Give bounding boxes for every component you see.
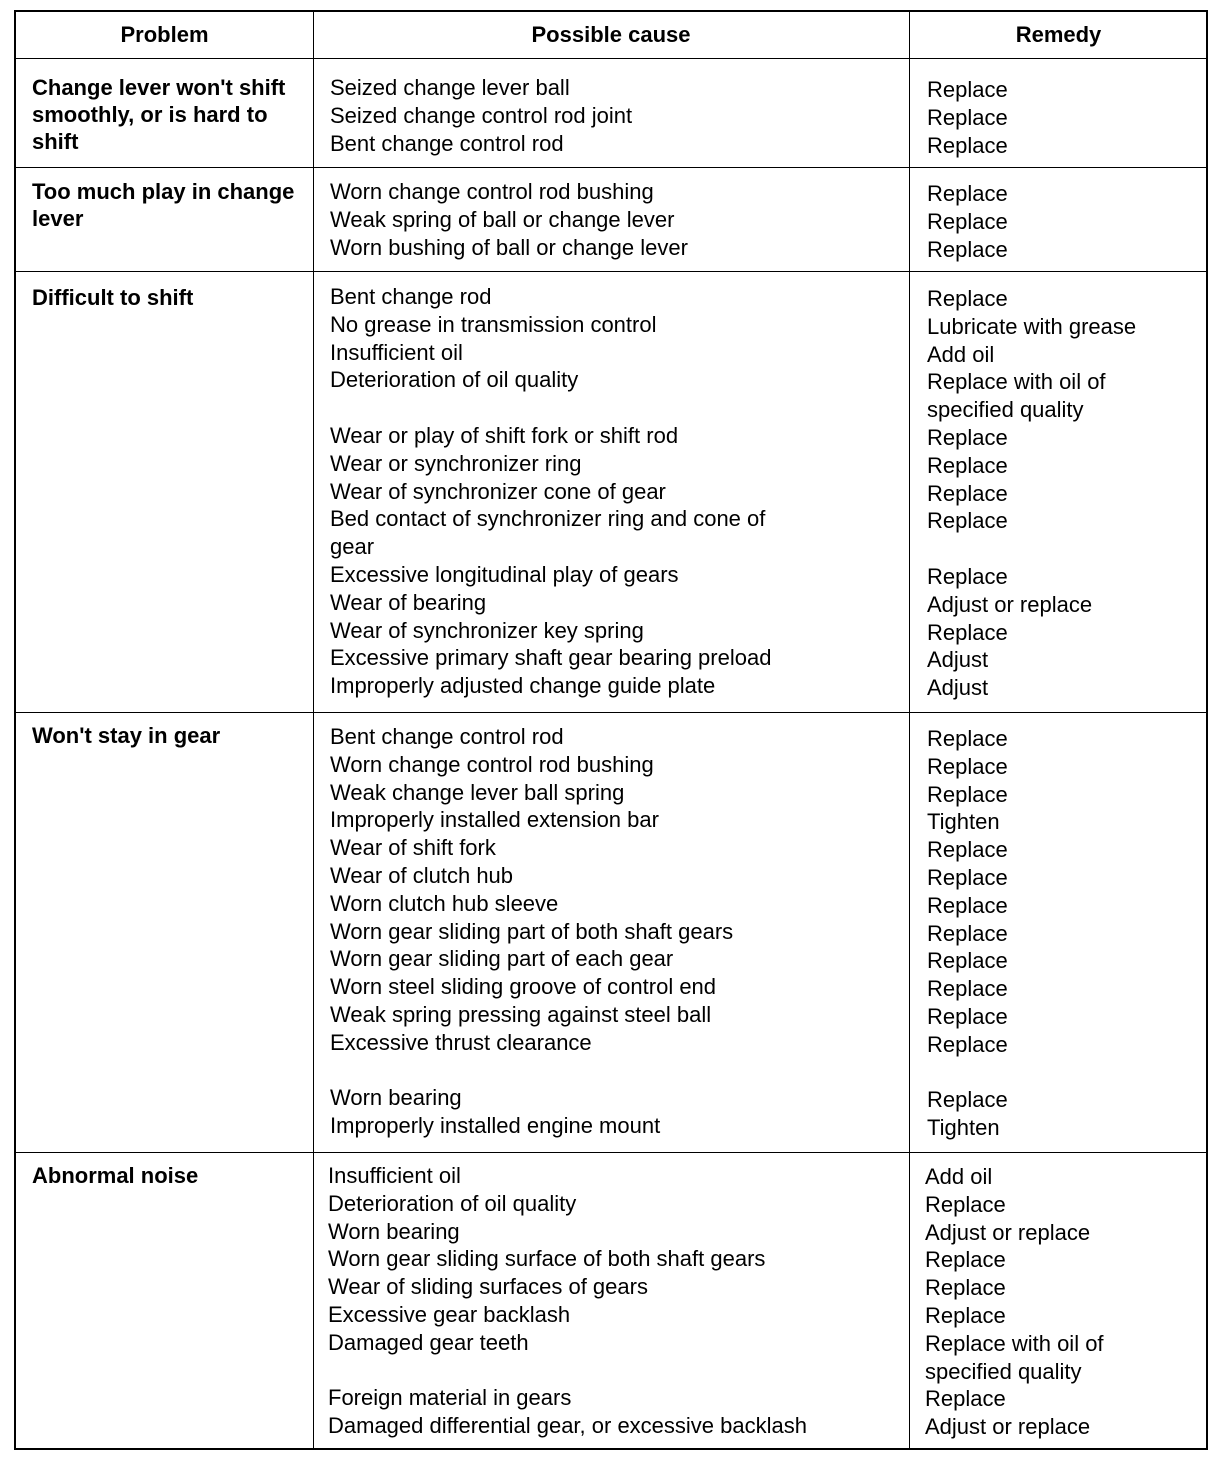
row-divider bbox=[16, 1152, 1206, 1153]
remedy-cell bbox=[913, 715, 1207, 1142]
cause-item: Bent change control rod bbox=[330, 130, 564, 156]
row-divider bbox=[16, 271, 1206, 272]
remedy-item: Adjust or replace bbox=[925, 1219, 1091, 1245]
remedy-item: Tighten bbox=[927, 809, 1000, 835]
cause-item: Excessive gear backlash bbox=[328, 1301, 571, 1327]
remedy-item bbox=[927, 535, 1207, 563]
cause-item: Improperly installed extension bar bbox=[330, 807, 659, 833]
remedy-item: Adjust or replace bbox=[925, 1414, 1091, 1440]
cause-item: Weak change lever ball spring bbox=[330, 779, 625, 805]
cause-item: Worn steel sliding groove of control end bbox=[330, 974, 717, 1000]
remedy-item: Lubricate with grease bbox=[927, 313, 1137, 339]
remedy-item: Replace bbox=[927, 781, 1008, 807]
cause-cell bbox=[314, 1155, 906, 1440]
remedy-item: Add oil bbox=[927, 341, 995, 367]
remedy-cell bbox=[913, 64, 1207, 159]
remedy-item: Replace bbox=[927, 286, 1008, 311]
cause-item: Worn gear sliding part of each gear bbox=[330, 946, 674, 972]
remedy-item: Replace bbox=[927, 619, 1008, 645]
problem-cell: Abnormal noise bbox=[32, 1163, 199, 1188]
cause-item bbox=[330, 1057, 906, 1085]
header-problem: Problem bbox=[120, 22, 209, 47]
cause-item: Worn bearing bbox=[330, 1085, 462, 1111]
remedy-item: Replace bbox=[927, 837, 1008, 863]
column-divider bbox=[909, 12, 910, 1448]
remedy-item: Replace bbox=[927, 864, 1008, 890]
cause-item: Worn change control rod bushing bbox=[330, 751, 654, 777]
remedy-item: Replace with oil of bbox=[927, 369, 1106, 395]
remedy-item: Replace bbox=[927, 236, 1008, 262]
cause-item: Damaged gear teeth bbox=[328, 1329, 529, 1355]
remedy-item: Replace bbox=[927, 508, 1008, 534]
remedy-item: Replace bbox=[927, 976, 1008, 1002]
header-divider bbox=[16, 58, 1206, 59]
cause-cell bbox=[316, 64, 906, 157]
remedy-item: Adjust bbox=[927, 647, 989, 673]
cause-item: Worn gear sliding surface of both shaft gears bbox=[328, 1246, 766, 1272]
remedy-item: Replace bbox=[927, 920, 1008, 946]
cause-item: Insufficient oil bbox=[330, 339, 463, 365]
cause-item: Excessive longitudinal play of gears bbox=[330, 561, 679, 587]
cause-cell bbox=[316, 274, 906, 700]
remedy-cell bbox=[911, 1155, 1207, 1441]
remedy-item: Replace bbox=[927, 948, 1008, 974]
cause-item bbox=[330, 394, 906, 422]
cause-item: Wear of synchronizer cone of gear bbox=[330, 478, 666, 504]
cause-cell bbox=[316, 715, 906, 1140]
remedy-item: Replace bbox=[927, 132, 1008, 158]
cause-item: Wear or play of shift fork or shift rod bbox=[330, 422, 679, 448]
remedy-item: Replace bbox=[927, 726, 1008, 751]
header-remedy: Remedy bbox=[1015, 22, 1102, 47]
cause-item: Wear of clutch hub bbox=[330, 862, 514, 888]
cause-item: Worn bearing bbox=[328, 1218, 460, 1244]
remedy-item: specified quality bbox=[927, 397, 1084, 423]
cause-item: Weak spring pressing against steel ball bbox=[330, 1001, 712, 1027]
remedy-item: Replace bbox=[925, 1275, 1006, 1301]
cause-item: Excessive thrust clearance bbox=[330, 1029, 592, 1055]
cause-item: Insufficient oil bbox=[328, 1163, 461, 1188]
problem-cell: Won't stay in gear bbox=[32, 723, 221, 748]
cause-item: Worn gear sliding part of both shaft gears bbox=[330, 918, 734, 944]
cause-item: Deterioration of oil quality bbox=[330, 367, 579, 393]
remedy-item: Replace bbox=[927, 104, 1008, 130]
cause-item: Wear of bearing bbox=[330, 589, 487, 615]
remedy-item: Replace bbox=[927, 181, 1008, 206]
cause-item: Damaged differential gear, or excessive backlash bbox=[328, 1413, 807, 1439]
remedy-item: specified quality bbox=[925, 1358, 1082, 1384]
cause-item: Worn clutch hub sleeve bbox=[330, 890, 559, 916]
cause-item: Weak spring of ball or change lever bbox=[330, 206, 675, 232]
cause-item: Worn bushing of ball or change lever bbox=[330, 234, 688, 260]
remedy-item: Tighten bbox=[927, 1115, 1000, 1141]
cause-item bbox=[328, 1357, 906, 1385]
row-divider bbox=[16, 712, 1206, 713]
remedy-item: Replace bbox=[927, 208, 1008, 234]
remedy-item: Adjust bbox=[927, 675, 989, 701]
remedy-item: Adjust or replace bbox=[927, 591, 1093, 617]
remedy-item: Replace bbox=[927, 480, 1008, 506]
cause-item: gear bbox=[330, 534, 375, 560]
cause-item: Excessive primary shaft gear bearing preload bbox=[330, 645, 772, 671]
cause-item: Worn change control rod bushing bbox=[330, 179, 654, 204]
remedy-item: Replace bbox=[927, 77, 1008, 102]
remedy-item: Replace bbox=[925, 1247, 1006, 1273]
cause-item: Seized change control rod joint bbox=[330, 102, 633, 128]
cause-item: Wear of synchronizer key spring bbox=[330, 617, 644, 643]
remedy-item bbox=[927, 1059, 1207, 1087]
remedy-item: Replace bbox=[925, 1191, 1006, 1217]
cause-item: Bent change control rod bbox=[330, 724, 564, 749]
header-possible-cause: Possible cause bbox=[531, 22, 691, 47]
remedy-item: Replace bbox=[927, 892, 1008, 918]
cause-item: Foreign material in gears bbox=[328, 1385, 572, 1411]
cause-item: Deterioration of oil quality bbox=[328, 1190, 577, 1216]
cause-item: Bed contact of synchronizer ring and cone of bbox=[330, 506, 766, 532]
remedy-cell bbox=[913, 274, 1207, 702]
cause-item: Wear of shift fork bbox=[330, 835, 496, 861]
remedy-item: Replace bbox=[925, 1302, 1006, 1328]
problem-cell: Too much play in change lever bbox=[32, 179, 295, 231]
remedy-item: Add oil bbox=[925, 1164, 993, 1189]
row-divider bbox=[16, 167, 1206, 168]
remedy-item: Replace bbox=[927, 452, 1008, 478]
remedy-item: Replace bbox=[927, 424, 1008, 450]
problem-cell: Difficult to shift bbox=[32, 285, 194, 310]
problem-cell: Change lever won't shift smoothly, or is hard to shift bbox=[32, 75, 286, 154]
remedy-item: Replace bbox=[927, 753, 1008, 779]
remedy-item: Replace bbox=[927, 1003, 1008, 1029]
cause-item: Bent change rod bbox=[330, 284, 492, 309]
remedy-item: Replace bbox=[925, 1386, 1006, 1412]
remedy-cell bbox=[913, 170, 1207, 263]
troubleshooting-table bbox=[14, 10, 1208, 1450]
cause-item: Improperly installed engine mount bbox=[330, 1113, 661, 1139]
remedy-item: Replace bbox=[927, 563, 1008, 589]
cause-item: Seized change lever ball bbox=[330, 75, 570, 100]
cause-item: Wear of sliding surfaces of gears bbox=[328, 1274, 648, 1300]
remedy-item: Replace bbox=[927, 1087, 1008, 1113]
cause-item: Improperly adjusted change guide plate bbox=[330, 673, 716, 699]
cause-item: No grease in transmission control bbox=[330, 311, 657, 337]
cause-cell bbox=[316, 170, 906, 261]
remedy-item: Replace bbox=[927, 1031, 1008, 1057]
cause-item: Wear or synchronizer ring bbox=[330, 450, 582, 476]
remedy-item: Replace with oil of bbox=[925, 1330, 1104, 1356]
